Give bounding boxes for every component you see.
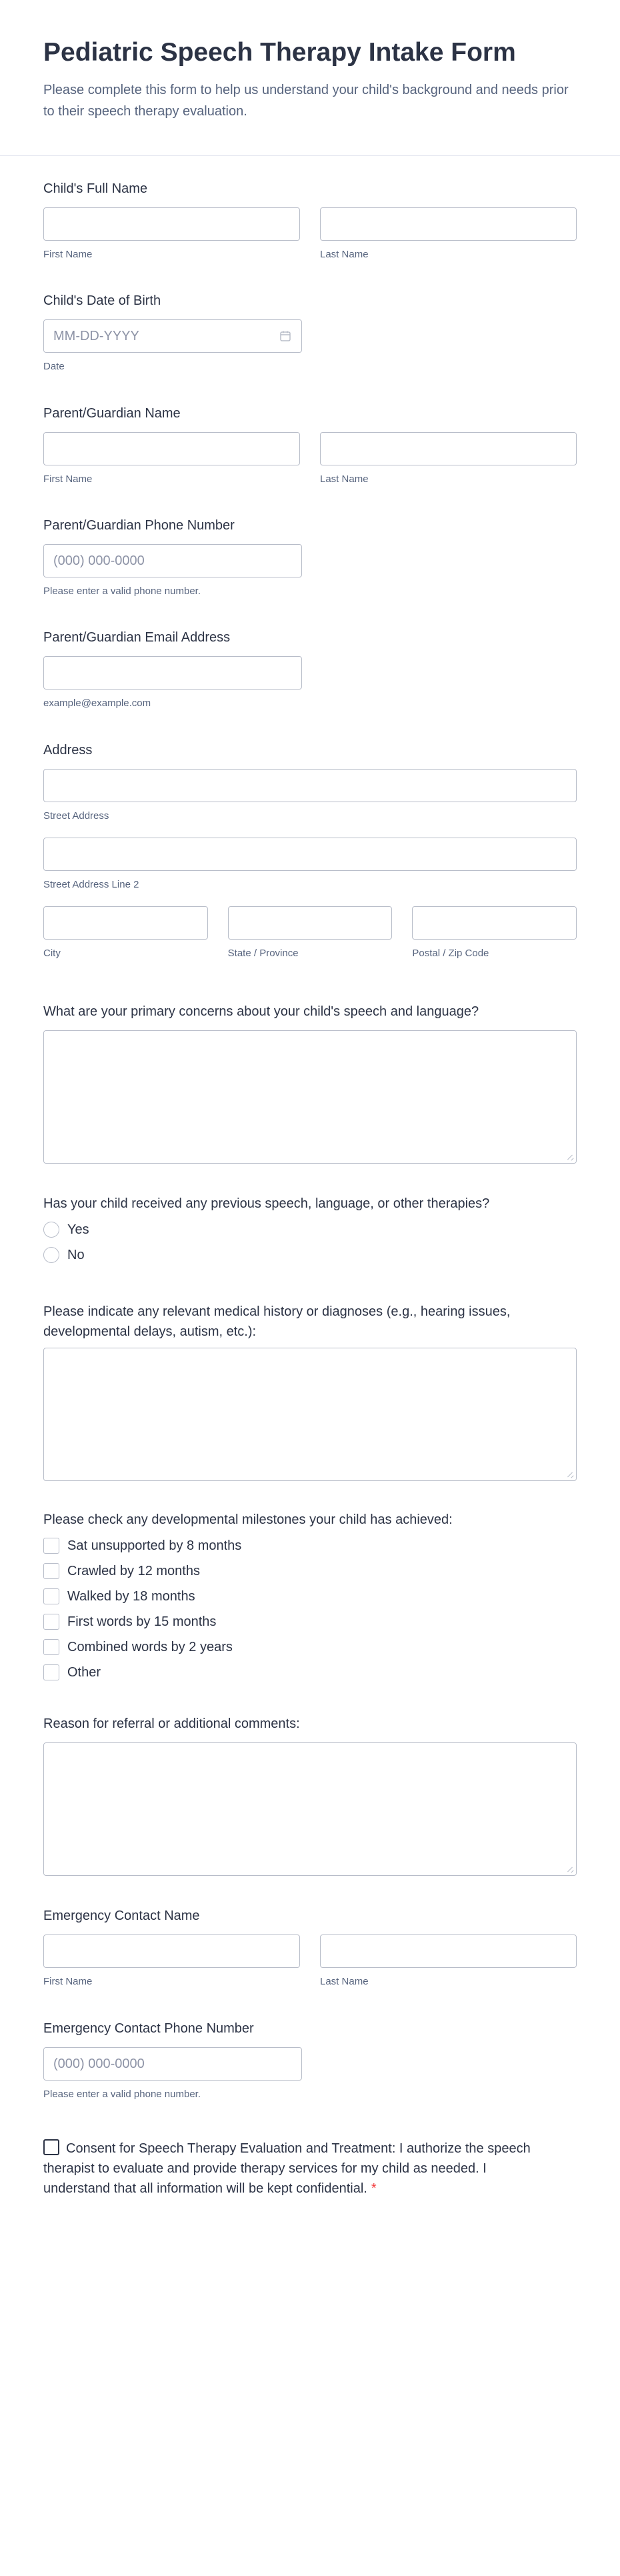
emergency-last-name-sublabel: Last Name: [320, 1976, 369, 1987]
city-input[interactable]: [43, 906, 208, 940]
radio-button[interactable]: [43, 1247, 59, 1263]
emergency-phone-placeholder: (000) 000-0000: [53, 2056, 145, 2071]
milestones-field: [43, 1512, 577, 1685]
parent-name-field: [43, 406, 577, 485]
milestones-label: Please check any developmental milestones your child has achieved:: [43, 1512, 453, 1527]
street-address-line2-input[interactable]: [43, 838, 577, 871]
radio-button[interactable]: [43, 1222, 59, 1238]
milestone-option[interactable]: [43, 1558, 577, 1584]
referral-textarea[interactable]: [43, 1742, 577, 1876]
medical-history-field: [43, 1302, 547, 1342]
consent-text: Consent for Speech Therapy Evaluation and Treatment: I authorize the speech therapist to evaluate and provide therapy services for my child as needed. I understand that all information will be kept confidential.: [43, 2141, 531, 2196]
emergency-phone-label: Emergency Contact Phone Number: [43, 2021, 254, 2036]
milestone-option[interactable]: [43, 1609, 577, 1634]
consent-checkbox[interactable]: [43, 2139, 59, 2155]
emergency-name-label: Emergency Contact Name: [43, 1908, 200, 1923]
street-address-input[interactable]: [43, 769, 577, 802]
child-first-name-sublabel: First Name: [43, 249, 93, 260]
option-label: Other: [67, 1664, 101, 1680]
emergency-name-field: [43, 1908, 577, 1987]
checkbox[interactable]: [43, 1538, 59, 1554]
option-label: Sat unsupported by 8 months: [67, 1538, 242, 1553]
concerns-textarea[interactable]: [43, 1030, 577, 1164]
milestone-option[interactable]: [43, 1634, 577, 1660]
parent-email-sublabel: example@example.com: [43, 698, 151, 709]
child-last-name-input[interactable]: [320, 207, 577, 241]
required-mark: *: [371, 2181, 377, 2196]
parent-first-name-sublabel: First Name: [43, 473, 93, 485]
medical-history-input-wrap: [43, 1348, 577, 1481]
form-header: [0, 0, 620, 156]
address-field: [43, 743, 577, 959]
dob-label: Child's Date of Birth: [43, 293, 161, 308]
parent-phone-sublabel: Please enter a valid phone number.: [43, 585, 201, 597]
form-title: Pediatric Speech Therapy Intake Form: [43, 38, 516, 67]
milestone-option[interactable]: [43, 1533, 577, 1558]
milestone-option[interactable]: [43, 1584, 577, 1609]
checkbox[interactable]: [43, 1614, 59, 1630]
child-last-name-sublabel: Last Name: [320, 249, 369, 260]
option-label: Crawled by 12 months: [67, 1563, 200, 1578]
medical-history-label: Please indicate any relevant medical history or diagnoses (e.g., hearing issues, developmental delays, autism, etc.):: [43, 1304, 511, 1339]
child-first-name-input[interactable]: [43, 207, 300, 241]
parent-phone-input[interactable]: [43, 544, 302, 577]
checkbox[interactable]: [43, 1639, 59, 1655]
state-sublabel: State / Province: [227, 948, 299, 959]
address-label: Address: [43, 743, 93, 758]
resize-grip-icon[interactable]: [567, 1154, 573, 1160]
postal-code-input[interactable]: [412, 906, 577, 940]
child-name-field: [43, 181, 577, 260]
option-label: First words by 15 months: [67, 1614, 217, 1629]
emergency-phone-input[interactable]: [43, 2047, 302, 2081]
postal-code-sublabel: Postal / Zip Code: [412, 948, 489, 959]
option-label: Yes: [67, 1222, 89, 1237]
checkbox[interactable]: [43, 1664, 59, 1680]
resize-grip-icon[interactable]: [567, 1866, 573, 1872]
medical-history-textarea[interactable]: [43, 1348, 577, 1481]
parent-first-name-input[interactable]: [43, 432, 300, 465]
emergency-phone-sublabel: Please enter a valid phone number.: [43, 2089, 201, 2100]
dob-input[interactable]: [43, 319, 302, 353]
dob-placeholder: MM-DD-YYYY: [53, 328, 139, 343]
previous-therapy-option-no[interactable]: [43, 1242, 577, 1268]
option-label: No: [67, 1247, 85, 1262]
option-label: Walked by 18 months: [67, 1588, 195, 1604]
state-input[interactable]: [228, 906, 393, 940]
checkbox[interactable]: [43, 1563, 59, 1579]
parent-email-label: Parent/Guardian Email Address: [43, 630, 231, 645]
option-label: Combined words by 2 years: [67, 1639, 233, 1654]
milestone-option[interactable]: [43, 1660, 577, 1685]
emergency-first-name-input[interactable]: [43, 1935, 300, 1968]
parent-last-name-input[interactable]: [320, 432, 577, 465]
city-sublabel: City: [43, 948, 61, 959]
street-address-sublabel: Street Address: [43, 810, 109, 822]
calendar-icon[interactable]: [279, 329, 292, 343]
emergency-last-name-input[interactable]: [320, 1935, 577, 1968]
parent-email-input[interactable]: [43, 656, 302, 690]
referral-field: [43, 1716, 577, 1876]
emergency-phone-field: [43, 2021, 577, 2100]
form-subtitle: Please complete this form to help us understand your child's background and needs prior to their speech therapy evaluation.: [43, 82, 569, 119]
referral-label: Reason for referral or additional comments:: [43, 1716, 300, 1731]
consent-field[interactable]: [43, 2139, 533, 2199]
concerns-field: [43, 1004, 577, 1164]
child-name-label: Child's Full Name: [43, 181, 148, 196]
checkbox[interactable]: [43, 1588, 59, 1604]
parent-name-label: Parent/Guardian Name: [43, 406, 181, 421]
emergency-first-name-sublabel: First Name: [43, 1976, 93, 1987]
previous-therapy-option-yes[interactable]: [43, 1217, 577, 1242]
parent-phone-label: Parent/Guardian Phone Number: [43, 518, 235, 533]
parent-email-field: [43, 630, 577, 709]
parent-last-name-sublabel: Last Name: [320, 473, 369, 485]
previous-therapy-label: Has your child received any previous speech, language, or other therapies?: [43, 1196, 490, 1211]
dob-field: [43, 293, 577, 372]
street-address-line2-sublabel: Street Address Line 2: [43, 879, 139, 890]
parent-phone-placeholder: (000) 000-0000: [53, 553, 145, 568]
dob-sublabel: Date: [43, 361, 65, 372]
resize-grip-icon[interactable]: [567, 1471, 573, 1478]
concerns-label: What are your primary concerns about your child's speech and language?: [43, 1004, 479, 1019]
parent-phone-field: [43, 518, 577, 597]
previous-therapy-field: [43, 1196, 577, 1268]
